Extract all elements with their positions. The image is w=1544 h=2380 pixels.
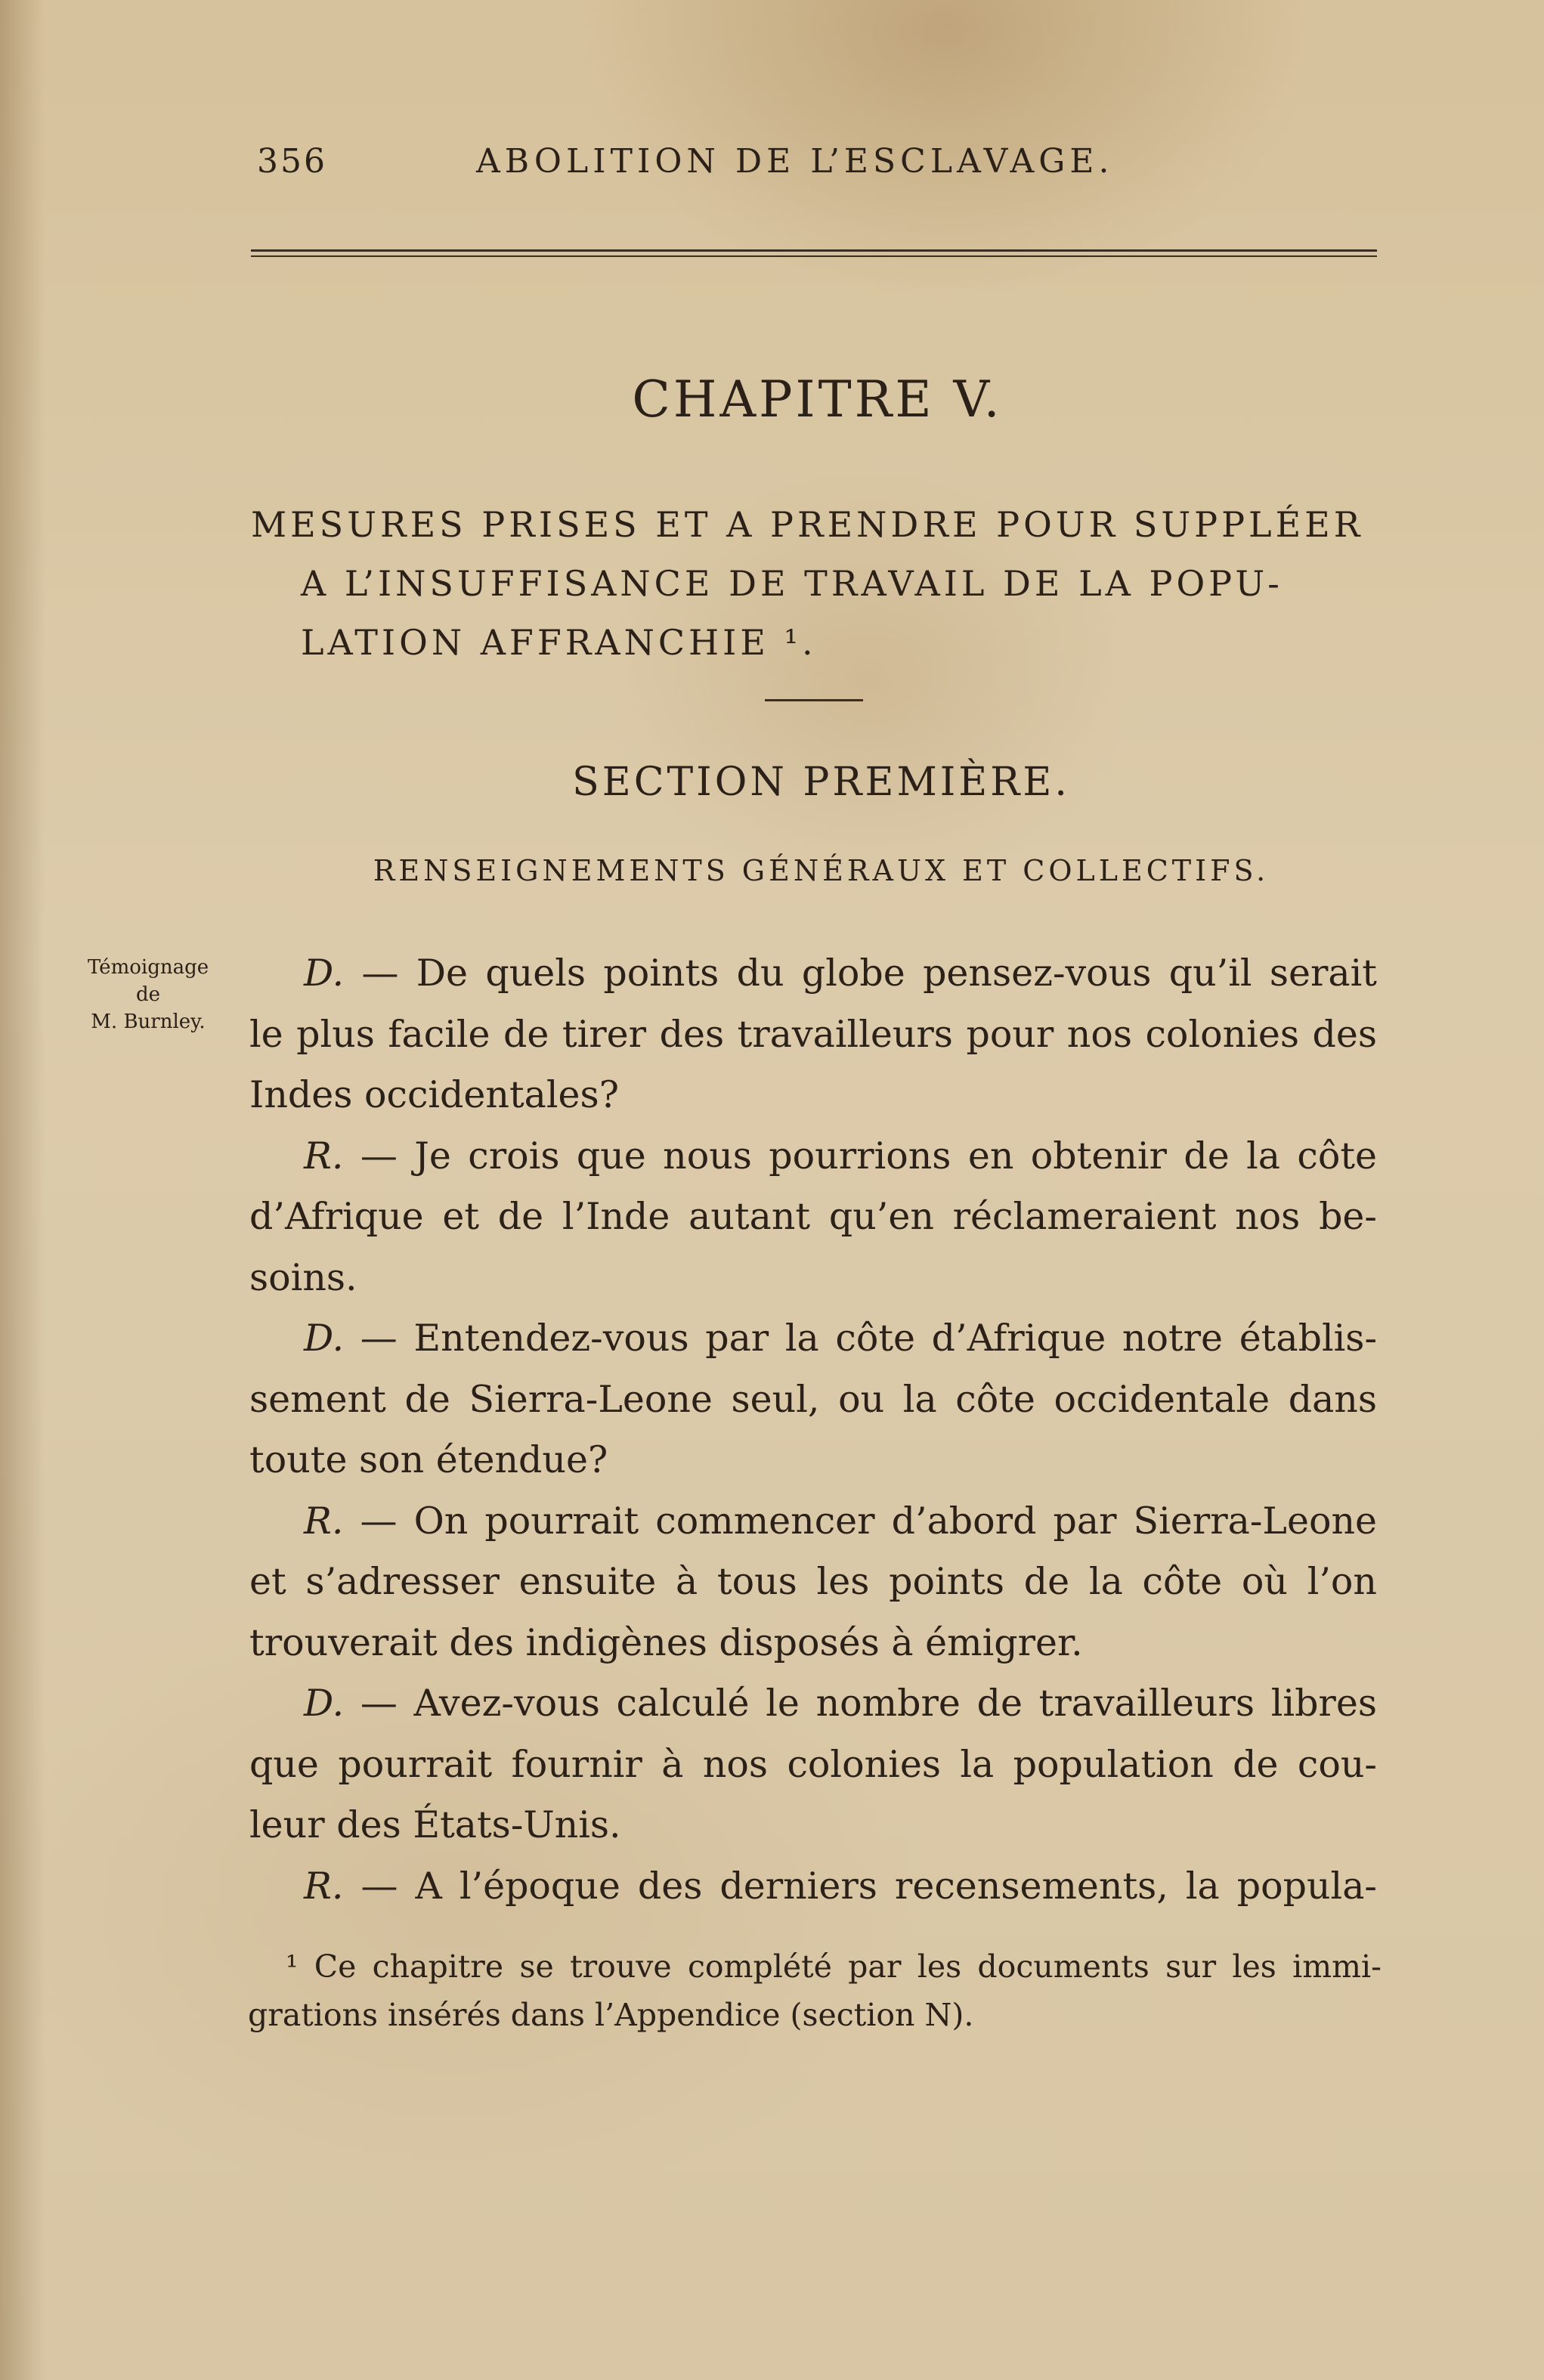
- page-number: 356: [257, 142, 327, 181]
- footnote-marker: ¹: [286, 1948, 299, 1985]
- speaker-label: D.: [304, 1317, 345, 1360]
- chapter-title-line: MESURES PRISES ET A PRENDRE POUR SUPPLÉER: [251, 504, 1364, 545]
- margin-note-line: de: [135, 983, 161, 1006]
- dialogue-line: R. — Je crois que nous pourrions en obtenir de la côte: [304, 1134, 1378, 1178]
- subsection-heading: RENSEIGNEMENTS GÉNÉRAUX ET COLLECTIFS.: [373, 854, 1270, 887]
- running-title: ABOLITION DE L’ESCLAVAGE.: [476, 142, 1114, 181]
- chapter-title-line: LATION AFFRANCHIE ¹.: [301, 622, 817, 663]
- section-heading: SECTION PREMIÈRE.: [572, 760, 1070, 805]
- dialogue-line: R. — A l’époque des derniers recensements, la popula-: [304, 1864, 1377, 1908]
- dialogue-line: R. — On pourrait commencer d’abord par Sierra-Leone: [304, 1499, 1377, 1543]
- dialogue-line: soins.: [249, 1255, 357, 1299]
- dialogue-line: D. — Avez-vous calculé le nombre de travailleurs libres: [304, 1682, 1378, 1725]
- dialogue-line: sement de Sierra-Leone seul, ou la côte occidentale dans: [249, 1377, 1377, 1421]
- footnote-line: ¹ Ce chapitre se trouve complété par les documents sur les immi-: [286, 1948, 1382, 1985]
- dialogue-line: d’Afrique et de l’Inde autant qu’en réclameraient nos be-: [249, 1195, 1377, 1238]
- footnote-line: grations insérés dans l’Appendice (section N).: [248, 1997, 974, 2033]
- dialogue-line: D. — Entendez-vous par la côte d’Afrique notre établis-: [304, 1317, 1378, 1360]
- speaker-label: R.: [304, 1134, 344, 1178]
- header-double-rule: [251, 249, 1377, 257]
- dialogue-line: D. — De quels points du globe pensez-vous qu’il serait: [304, 952, 1377, 995]
- running-header: [257, 142, 1375, 195]
- dialogue-line: le plus facile de tirer des travailleurs pour nos colonies des: [249, 1012, 1377, 1056]
- dialogue-line: trouverait des indigènes disposés à émigrer.: [249, 1620, 1083, 1664]
- chapter-title: [251, 495, 1385, 672]
- chapter-title-line: A L’INSUFFISANCE DE TRAVAIL DE LA POPU-: [301, 563, 1283, 604]
- speaker-label: R.: [304, 1499, 344, 1543]
- dialogue-line: et s’adresser ensuite à tous les points de la côte où l’on: [249, 1560, 1377, 1603]
- dialogue-line: que pourrait fournir à nos colonies la population de cou-: [249, 1742, 1377, 1786]
- section-divider: [765, 699, 863, 701]
- speaker-label: D.: [304, 1682, 345, 1725]
- dialogue-body: [249, 943, 1377, 1917]
- footnote: [248, 1942, 1382, 2039]
- margin-note-line: Témoignage: [87, 956, 209, 979]
- dialogue-line: Indes occidentales?: [249, 1073, 619, 1116]
- speaker-label: R.: [304, 1864, 344, 1908]
- speaker-label: D.: [304, 952, 345, 995]
- dialogue-line: leur des États-Unis.: [249, 1803, 621, 1846]
- margin-note: [65, 954, 231, 1035]
- dialogue-line: toute son étendue?: [249, 1438, 608, 1481]
- chapter-heading: CHAPITRE V.: [632, 370, 1003, 429]
- margin-note-line: M. Burnley.: [91, 1010, 206, 1033]
